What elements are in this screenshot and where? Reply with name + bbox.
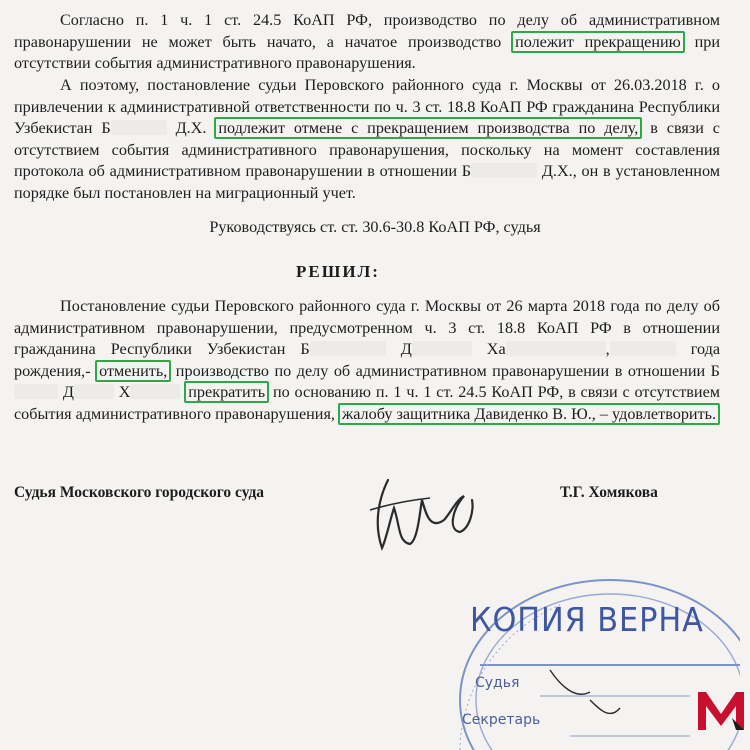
redaction [74, 384, 114, 399]
redaction [610, 341, 676, 356]
stamp-secretary-label: Секретарь [462, 712, 541, 728]
stamp-title: КОПИЯ ВЕРНА [470, 600, 704, 639]
paragraph-text: Согласно п. 1 ч. 1 ст. 24.5 КоАП РФ, производство по делу об административном правонарушении не может быть начато, а начатое производство [14, 11, 720, 51]
paragraph-text: по основанию п. 1 ч. 1 ст. 24.5 КоАП РФ, в связи с отсутствием события административного правонарушения, [14, 383, 721, 423]
highlight-cancel-decision: подлежит отмене с прекращением производства по делу, [214, 117, 642, 139]
judge-name: Т.Г. Хомякова [560, 484, 658, 501]
paragraph-basis [14, 10, 720, 75]
paragraph-text: , [605, 340, 610, 358]
paragraph-text: Д.Х. [166, 119, 216, 137]
paragraph-text: Д.Х., он в установленном порядке был постановлен на миграционный учет. [14, 162, 720, 202]
guided-line: Руководствуясь ст. ст. 30.6-30.8 КоАП РФ, судья [209, 218, 541, 236]
handwritten-signature [360, 470, 480, 560]
paragraph-text: Д [58, 383, 74, 401]
paragraph-text: производство по делу об административном правонарушении в отношении Б [170, 361, 720, 380]
paragraph-text: при отсутствии события административного правонарушения. [14, 32, 721, 72]
highlight-satisfy-complaint: жалобу защитника Давиденко В. Ю., – удовлетворить. [338, 403, 720, 425]
paragraph-text: Ха [471, 340, 506, 358]
paragraph-text: в связи с отсутствием события административного правонарушения, поскольку на момент составления протокола об административном правонарушении в отношении Б [14, 119, 720, 180]
mediazona-logo-icon [696, 688, 746, 732]
paragraph-text: Х [113, 383, 131, 401]
redaction [506, 341, 606, 356]
judge-title: Судья Московского городского суда [14, 484, 265, 501]
decision-heading: РЕШИЛ: [296, 262, 380, 281]
paragraph-text: года рождения,- [14, 340, 720, 380]
highlight-terminate-proceedings: прекратить [184, 381, 269, 403]
redaction [310, 341, 386, 356]
redaction [130, 384, 180, 399]
redaction [111, 120, 167, 135]
paragraph-reasoning [14, 75, 720, 204]
redaction [412, 341, 472, 356]
paragraph-decision [14, 296, 720, 425]
paragraph-text: Д [385, 340, 412, 358]
paragraph-text: А поэтому, постановление судьи Перовского районного суда г. Москвы от 26.03.2018 г. о привлечении к административной ответственности по ч. 3 ст. 18.8 КоАП РФ гражданина Республики Узбекистан Б [14, 76, 720, 137]
stamp-judge-label: Судья [475, 675, 520, 691]
highlight-cancel: отменить, [95, 360, 171, 382]
paragraph-text: Постановление судьи Перовского районного суда г. Москвы от 26 марта 2018 года по делу об административном правонарушении, предусмотренном ч. 3 ст. 18.8 КоАП РФ в отношении гражданина Республики Узбекистан Б [14, 297, 720, 358]
redaction [471, 163, 537, 178]
redaction [14, 384, 58, 399]
highlight-terminate: полежит прекращению [511, 31, 685, 53]
